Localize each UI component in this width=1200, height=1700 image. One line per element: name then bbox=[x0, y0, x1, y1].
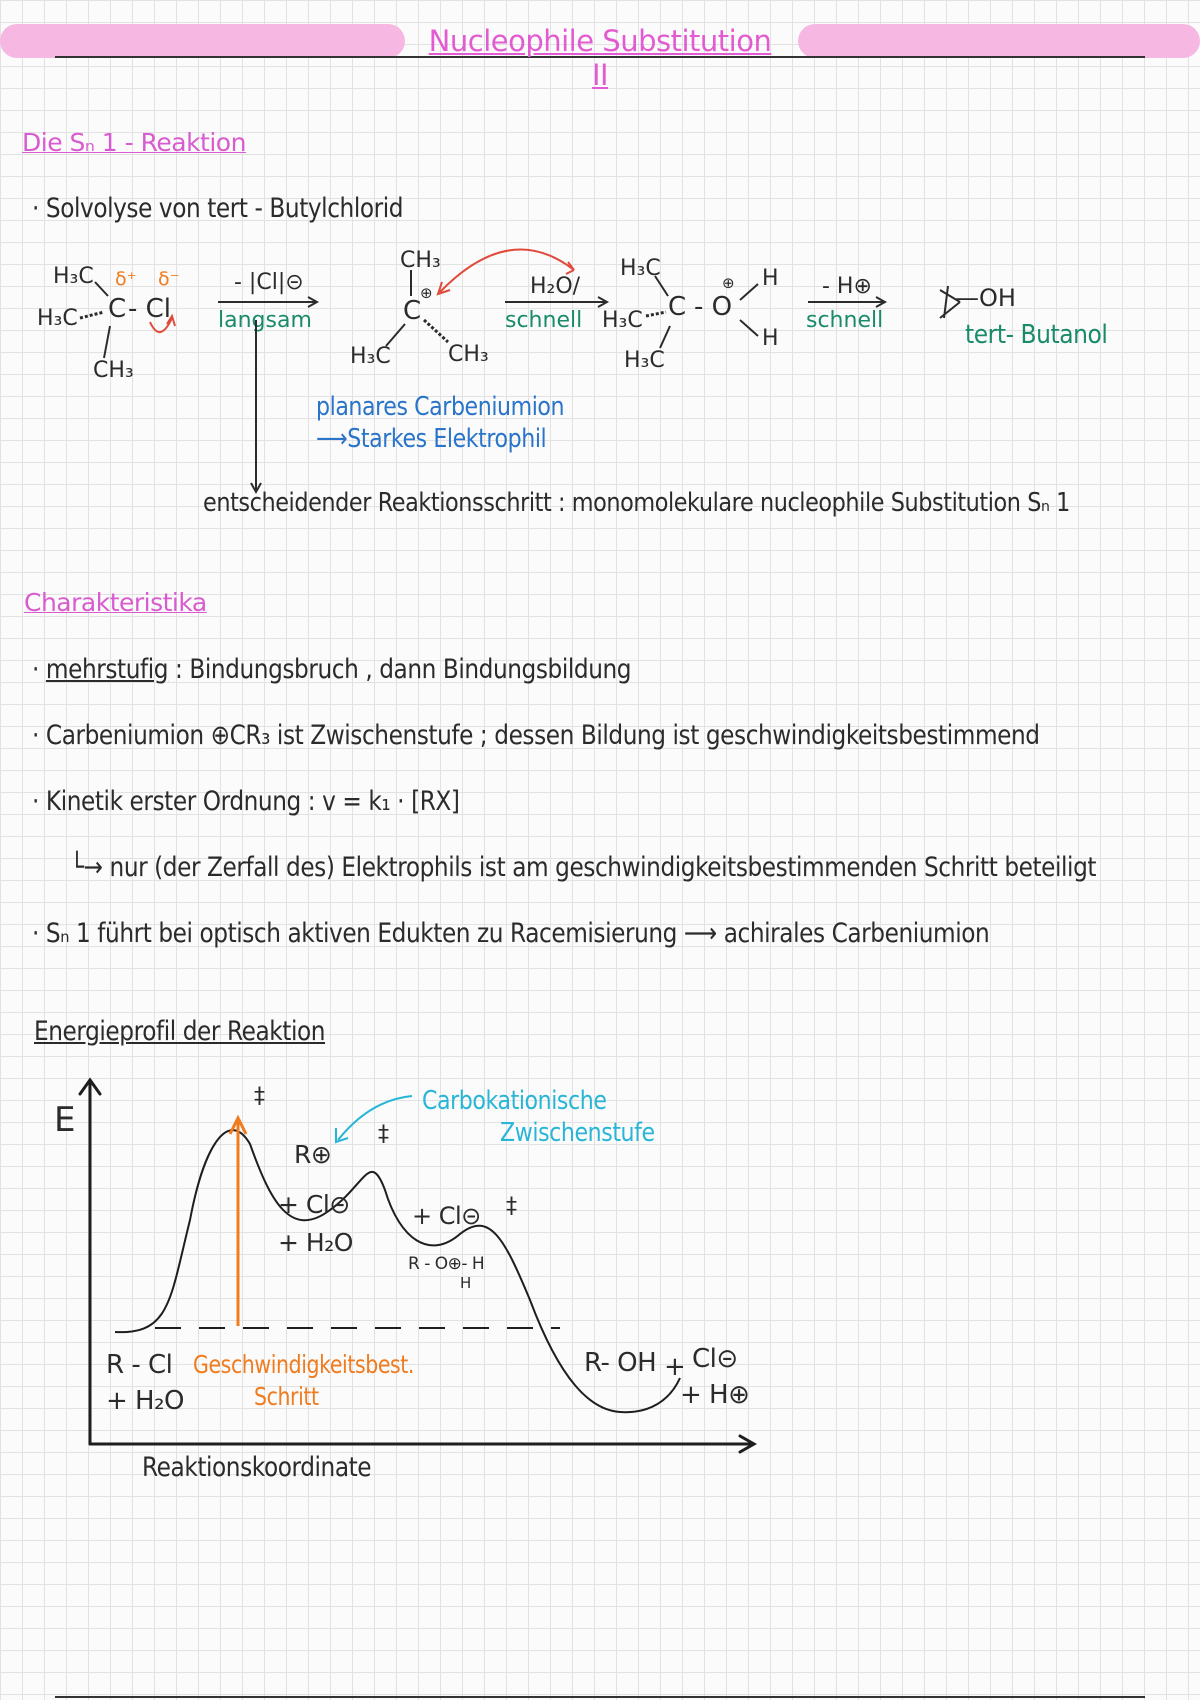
start-chlorine: - Cl bbox=[128, 294, 172, 324]
step2-condition: schnell bbox=[505, 308, 583, 333]
oxonium-h1: H bbox=[762, 266, 779, 291]
characteristic-text: └→ nur (der Zerfall des) Elektrophils ist am geschwindigkeitsbestimmenden Schritt beteiligt bbox=[70, 852, 1097, 883]
cation-plus-charge: ⊕ bbox=[420, 284, 433, 302]
start-carbon: C bbox=[108, 294, 127, 324]
characteristic-item bbox=[32, 654, 631, 685]
characteristic-lead: mehrstufig bbox=[45, 654, 169, 685]
characteristic-item bbox=[32, 918, 989, 949]
intermediate-water: + H₂O bbox=[278, 1228, 353, 1257]
bullet-solvolyse-text: Solvolyse von tert - Butylchlorid bbox=[45, 193, 404, 224]
product-formula: —OH bbox=[955, 284, 1016, 312]
characteristic-text: Kinetik erster Ordnung : v = k₁ · [RX] bbox=[45, 786, 460, 817]
cation-carbon: C bbox=[403, 296, 422, 326]
y-axis-label: E bbox=[54, 1100, 75, 1140]
section-heading-energy: Energieprofil der Reaktion bbox=[34, 1016, 326, 1047]
energy-diagram bbox=[0, 1060, 1200, 1500]
bullet-dot: · bbox=[32, 786, 46, 817]
page-bottom-line bbox=[55, 1696, 1145, 1698]
product-plus: + bbox=[664, 1352, 686, 1382]
characteristic-text: Carbeniumion ⊕CR₃ ist Zwischenstufe ; dessen Bildung ist geschwindigkeitsbestimmend bbox=[45, 720, 1040, 751]
rds-label: Geschwindigkeitsbest. bbox=[193, 1350, 415, 1379]
reactant-water-label: + H₂O bbox=[106, 1386, 184, 1416]
reactant-label: R - Cl bbox=[106, 1350, 173, 1380]
oxonium-plus-charge: ⊕ bbox=[722, 274, 735, 292]
section-heading-sn1: Die Sₙ 1 - Reaktion bbox=[22, 128, 246, 157]
cation-note-electrophile: ⟶Starkes Elektrophil bbox=[316, 424, 547, 454]
section-heading-characteristics: Charakteristika bbox=[24, 588, 207, 617]
ts3-mark: ‡ bbox=[506, 1194, 517, 1219]
second-intermediate-chloride: + Cl⊝ bbox=[412, 1202, 481, 1230]
reaction-scheme-lines bbox=[0, 240, 1200, 530]
bullet-dot: · bbox=[32, 720, 46, 751]
oxonium-h3c-left: H₃C bbox=[602, 308, 643, 333]
step3-reagent: - H⊕ bbox=[822, 274, 872, 299]
characteristic-text: : Bindungsbruch , dann Bindungsbildung bbox=[175, 654, 632, 685]
characteristic-text: Sₙ 1 führt bei optisch aktiven Edukten zu Racemisierung ⟶ achirales Carbeniumion bbox=[45, 918, 990, 949]
reaction-scheme bbox=[0, 240, 1200, 530]
cation-h3c: H₃C bbox=[350, 344, 391, 369]
page-title: Nucleophile Substitution II bbox=[428, 24, 772, 92]
bullet-dot: · bbox=[32, 193, 46, 224]
title-banner-right bbox=[798, 24, 1200, 58]
rds-label-step: Schritt bbox=[254, 1382, 319, 1411]
characteristic-item bbox=[32, 786, 460, 817]
product-label: R- OH bbox=[584, 1348, 657, 1378]
step3-condition: schnell bbox=[806, 308, 884, 333]
intermediate-cation: R⊕ bbox=[294, 1140, 332, 1169]
bullet-dot: · bbox=[32, 654, 46, 685]
intermediate-annotation-1: Carbokationische bbox=[422, 1086, 607, 1116]
step1-reagent: - |Cl|⊝ bbox=[234, 270, 304, 295]
oxonium-intermediate: R - O⊕- H bbox=[408, 1254, 485, 1274]
oxonium-carbon: C bbox=[668, 292, 687, 322]
product-proton: + H⊕ bbox=[680, 1380, 750, 1410]
intermediate-chloride: + Cl⊝ bbox=[278, 1190, 350, 1219]
oxonium-intermediate-h: H bbox=[460, 1274, 471, 1292]
characteristic-item bbox=[32, 720, 1040, 751]
delta-plus: δ⁺ bbox=[115, 268, 137, 290]
start-h3c-left: H₃C bbox=[37, 306, 78, 331]
product-chloride: Cl⊝ bbox=[692, 1344, 738, 1374]
oxonium-oxygen: - O bbox=[694, 292, 733, 322]
intermediate-annotation-2: Zwischenstufe bbox=[500, 1118, 655, 1148]
step2-reagent: H₂O/ bbox=[530, 274, 581, 299]
x-axis-label: Reaktionskoordinate bbox=[142, 1452, 372, 1483]
oxonium-h2: H bbox=[762, 326, 779, 351]
step1-condition: langsam bbox=[218, 308, 312, 333]
cation-note-planar: planares Carbeniumion bbox=[316, 392, 565, 422]
start-h3c-top: H₃C bbox=[53, 264, 94, 289]
bullet-solvolyse bbox=[32, 193, 403, 224]
start-ch3: CH₃ bbox=[93, 358, 134, 383]
ts1-mark: ‡ bbox=[254, 1084, 265, 1109]
product-name: tert- Butanol bbox=[965, 320, 1108, 350]
oxonium-h3c-bottom: H₃C bbox=[624, 348, 665, 373]
characteristic-subitem bbox=[70, 852, 1096, 883]
ts2-mark: ‡ bbox=[378, 1122, 389, 1147]
cation-ch3-right: CH₃ bbox=[448, 342, 489, 367]
cation-ch3-top: CH₃ bbox=[400, 248, 441, 273]
bullet-dot: · bbox=[32, 918, 46, 949]
oxonium-h3c-top: H₃C bbox=[620, 256, 661, 281]
delta-minus: δ⁻ bbox=[158, 268, 180, 290]
decisive-step-note: entscheidender Reaktionsschritt : monomolekulare nucleophile Substitution Sₙ 1 bbox=[203, 488, 1070, 518]
title-banner-left bbox=[0, 24, 405, 58]
